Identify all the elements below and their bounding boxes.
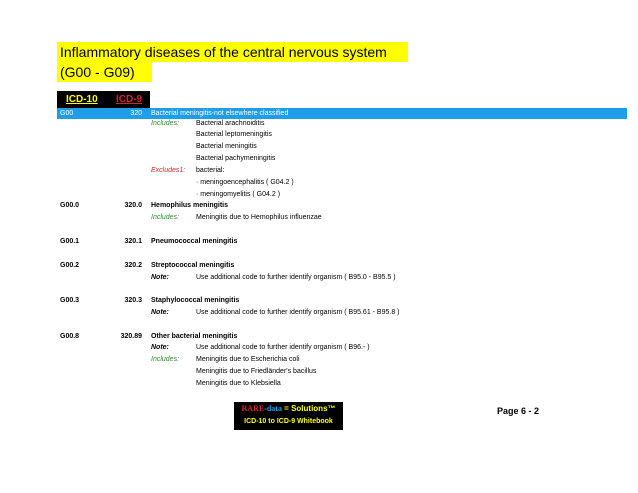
brand-logo — [234, 402, 343, 416]
note-text: Use additional code to further identify organism ( B95.0 - B95.5 ) — [196, 274, 396, 281]
includes-item: Bacterial leptomeningitis — [196, 131, 272, 138]
excludes-item: · meningoencephalitis ( G04.2 ) — [196, 179, 294, 186]
brand-rare: RARE — [241, 404, 265, 413]
note-text: Use additional code to further identify organism ( B95.61 - B95.8 ) — [196, 309, 400, 316]
code-description: Bacterial meningitis-not elsewhere classified — [151, 110, 289, 117]
includes-item: Meningitis due to Escherichia coli — [196, 356, 300, 363]
note-label: Note: — [151, 274, 169, 281]
icd10-code: G00.2 — [60, 262, 80, 269]
icd9-column-header: ICD-9 — [116, 94, 143, 105]
code-description: Other bacterial meningitis — [151, 333, 238, 340]
note-label: Note: — [151, 344, 169, 351]
code-description: Streptococcal meningitis — [151, 262, 235, 269]
note-label: Note: — [151, 309, 169, 316]
includes-item: Bacterial meningitis — [196, 143, 257, 150]
page-title-line1: Inflammatory diseases of the central nervous system — [60, 44, 387, 60]
includes-item: Bacterial pachymeningitis — [196, 155, 276, 162]
icd9-code: 320 — [130, 110, 142, 117]
includes-label: Includes: — [151, 356, 180, 363]
excludes-item: bacterial: — [196, 167, 225, 174]
excludes-item: · meningomyelitis ( G04.2 ) — [196, 191, 281, 198]
code-description: Hemophilus meningitis — [151, 202, 229, 209]
includes-item: Meningitis due to Friedländer's bacillus — [196, 368, 317, 375]
brand-data: data — [266, 404, 282, 413]
brand-dash: - — [264, 404, 267, 413]
icd9-code: 320.89 — [120, 333, 142, 340]
note-text: Use additional code to further identify organism ( B96.- ) — [196, 344, 370, 351]
icd10-code: G00.8 — [60, 333, 80, 340]
icd10-code: G00.1 — [60, 238, 80, 245]
brand-badge — [234, 402, 343, 430]
includes-item: Meningitis due to Klebsiella — [196, 380, 281, 387]
icd9-code: 320.1 — [124, 238, 142, 245]
code-description: Staphylococcal meningitis — [151, 297, 240, 304]
brand-solutions: = Solutions™ — [281, 404, 336, 413]
code-description: Pneumococcal meningitis — [151, 238, 238, 245]
section-band — [57, 108, 627, 119]
includes-label: Includes: — [151, 120, 180, 127]
includes-label: Includes: — [151, 214, 180, 221]
icd10-code: G00.3 — [60, 297, 80, 304]
icd9-code: 320.3 — [124, 297, 142, 304]
icd9-code: 320.0 — [124, 202, 142, 209]
icd10-column-header: ICD-10 — [66, 94, 98, 105]
excludes-label: Excludes1: — [151, 167, 186, 174]
icd10-code: G00.0 — [60, 202, 80, 209]
includes-item: Bacterial arachnoiditis — [196, 120, 265, 127]
page-title-line2: (G00 - G09) — [60, 64, 135, 80]
whitebook-subtitle: ICD-10 to ICD-9 Whitebook — [244, 418, 333, 425]
page-number: Page 6 - 2 — [497, 406, 540, 416]
icd9-code: 320.2 — [124, 262, 142, 269]
includes-item: Meningitis due to Hemophilus influenzae — [196, 214, 322, 221]
icd10-code: G00 — [60, 110, 74, 117]
